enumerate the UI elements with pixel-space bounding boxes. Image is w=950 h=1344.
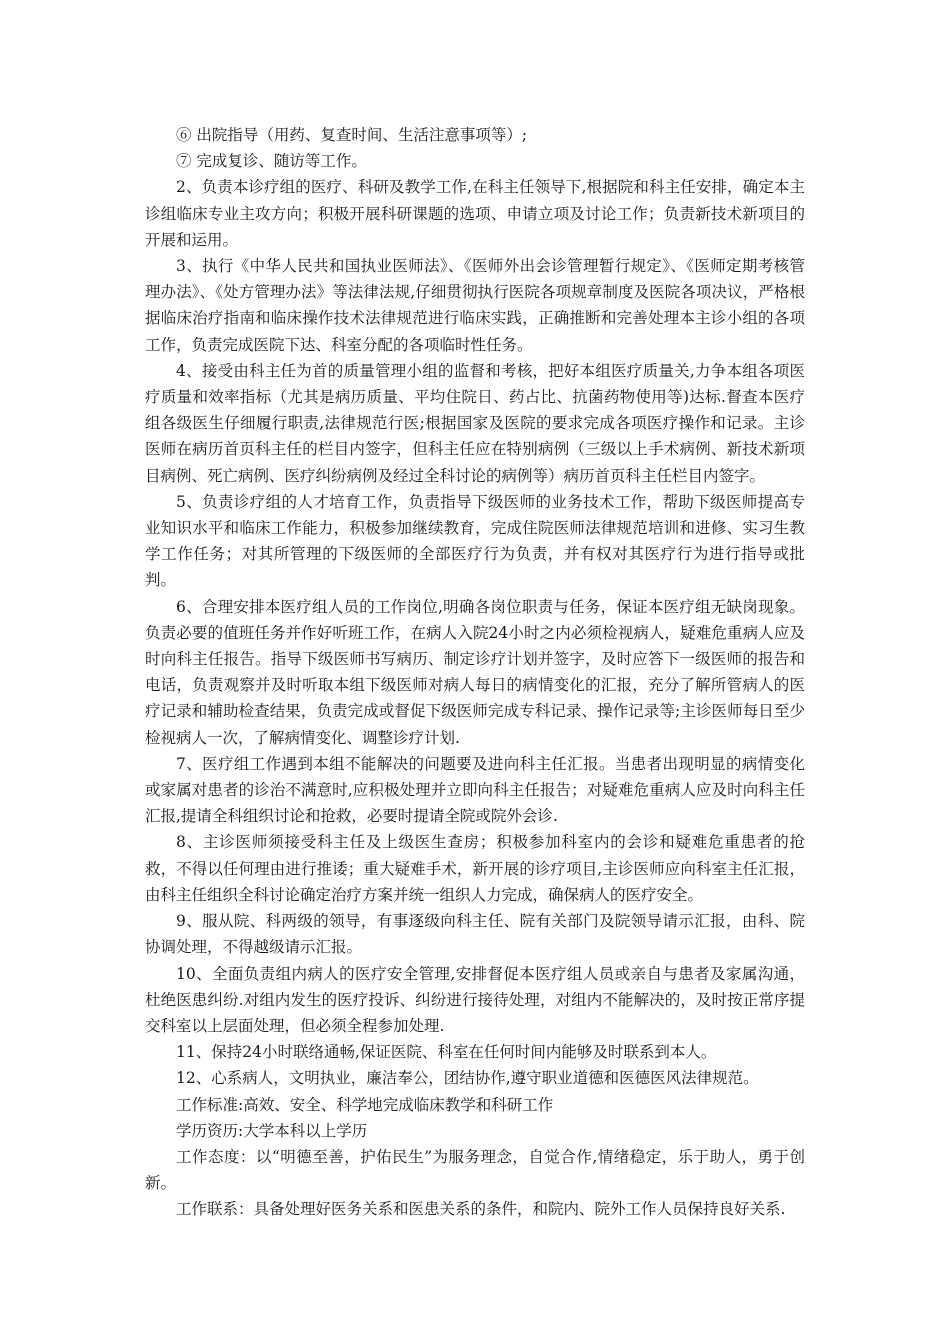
paragraph-item-2: 2、负责本诊疗组的医疗、科研及教学工作,在科主任领导下,根据院和科主任安排，确定本主诊组临床专业主攻方向；积极开展科研课题的选项、申请立项及讨论工作；负责新技术新项目的开展和运用。: [145, 178, 805, 249]
paragraph-qualification: 学历资历:大学本科以上学历: [176, 1121, 368, 1140]
paragraph-work-attitude: 工作态度：以“明德至善，护佑民生”为服务理念，自觉合作,情绪稳定，乐于助人，勇于创新。: [145, 1147, 805, 1193]
paragraph-work-relations: 工作联系：具备处理好医务关系和医患关系的条件，和院内、院外工作人员保持良好关系.: [176, 1200, 786, 1219]
paragraph-work-standard: 工作标准:高效、安全、科学地完成临床教学和科研工作: [176, 1095, 554, 1114]
paragraph-follow-up: ⑦ 完成复诊、随访等工作。: [176, 152, 367, 171]
paragraph-item-3: 3、执行《中华人民共和国执业医师法》、《医师外出会诊管理暂行规定》、《医师定期考核管理办法》、《处方管理办法》等法律法规,仔细贯彻执行医院各项规章制度及医院各项决议，严格根据临床治疗指南和临床操作技术法律规范进行临床实践，正确推断和完善处理本主诊小组的各项工作，负责完成医院下达、科室分配的各项临时性任务。: [145, 257, 805, 354]
paragraph-item-7: 7、医疗组工作遇到本组不能解决的问题要及进向科主任汇报。当患者出现明显的病情变化或家属对患者的诊治不满意时,应积极处理并立即向科主任报告；对疑难危重病人应及时向科主任汇报,提请全科组织讨论和抢救，必要时提请全院或院外会诊.: [145, 754, 805, 826]
document-body: [145, 122, 805, 1223]
paragraph-item-6: 6、合理安排本医疗组人员的工作岗位,明确各岗位职责与任务，保证本医疗组无缺岗现象。负责必要的值班任务并作好听班工作，在病人入院24小时之内必须检视病人，疑难危重病人应及时向科主任报告。指导下级医师书写病历、制定诊疗计划并签字，及时应答下一级医师的报告和电话，负责观察并及时听取本组下级医师对病人每日的病情变化的汇报，充分了解所管病人的医疗记录和辅助检查结果，负责完成或督促下级医师完成专科记录、操作记录等;主诊医师每日至少检视病人一次，了解病情变化、调整诊疗计划.: [145, 597, 805, 747]
paragraph-item-9: 9、服从院、科两级的领导，有事逐级向科主任、院有关部门及院领导请示汇报，由科、院协调处理，不得越级请示汇报。: [145, 912, 805, 957]
paragraph-discharge-guidance: ⑥ 出院指导（用药、复查时间、生活注意事项等）;: [176, 126, 528, 144]
paragraph-item-12: 12、心系病人，文明执业，廉洁奉公，团结协作,遵守职业道德和医德医风法律规范。: [176, 1069, 759, 1088]
paragraph-item-4: 4、接受由科主任为首的质量管理小组的监督和考核，把好本组医疗质量关,力争本组各项医疗质量和效率指标（尤其是病历质量、平均住院日、药占比、抗菌药物使用等)达标.督查本医疗组各级医生仔细履行职责,法律规范行医;根据国家及医院的要求完成各项医疗操作和记录。主诊医师在病历首页科主任的栏目内签字，但科主任应在特别病例（三级以上手术病例、新技术新项目病例、死亡病例、医疗纠纷病例及经过全科讨论的病例等）病历首页科主任栏目内签字。: [145, 361, 805, 485]
paragraph-item-5: 5、负责诊疗组的人才培育工作，负责指导下级医师的业务技术工作，帮助下级医师提高专业知识水平和临床工作能力，积极参加继续教育，完成住院医师法律规范培训和进修、实习生教学工作任务；对其所管理的下级医师的全部医疗行为负责，并有权对其医疗行为进行指导或批判。: [145, 492, 805, 590]
paragraph-item-11: 11、保持24小时联络通畅,保证医院、科室在任何时间内能够及时联系到本人。: [176, 1043, 717, 1062]
paragraph-item-8: 8、主诊医师须接受科主任及上级医生查房；积极参加科室内的会诊和疑难危重患者的抢救，不得以任何理由进行推诿；重大疑难手术，新开展的诊疗项目,主诊医师应向科室主任汇报，由科主任组织全科讨论确定治疗方案并统一组织人力完成，确保病人的医疗安全。: [145, 833, 805, 904]
paragraph-item-10: 10、全面负责组内病人的医疗安全管理,安排督促本医疗组人员或亲自与患者及家属沟通，杜绝医患纠纷.对组内发生的医疗投诉、纠纷进行接待处理，对组内不能解决的，及时按正常序提交科室以上层面处理，但必须全程参加处理.: [145, 964, 805, 1035]
